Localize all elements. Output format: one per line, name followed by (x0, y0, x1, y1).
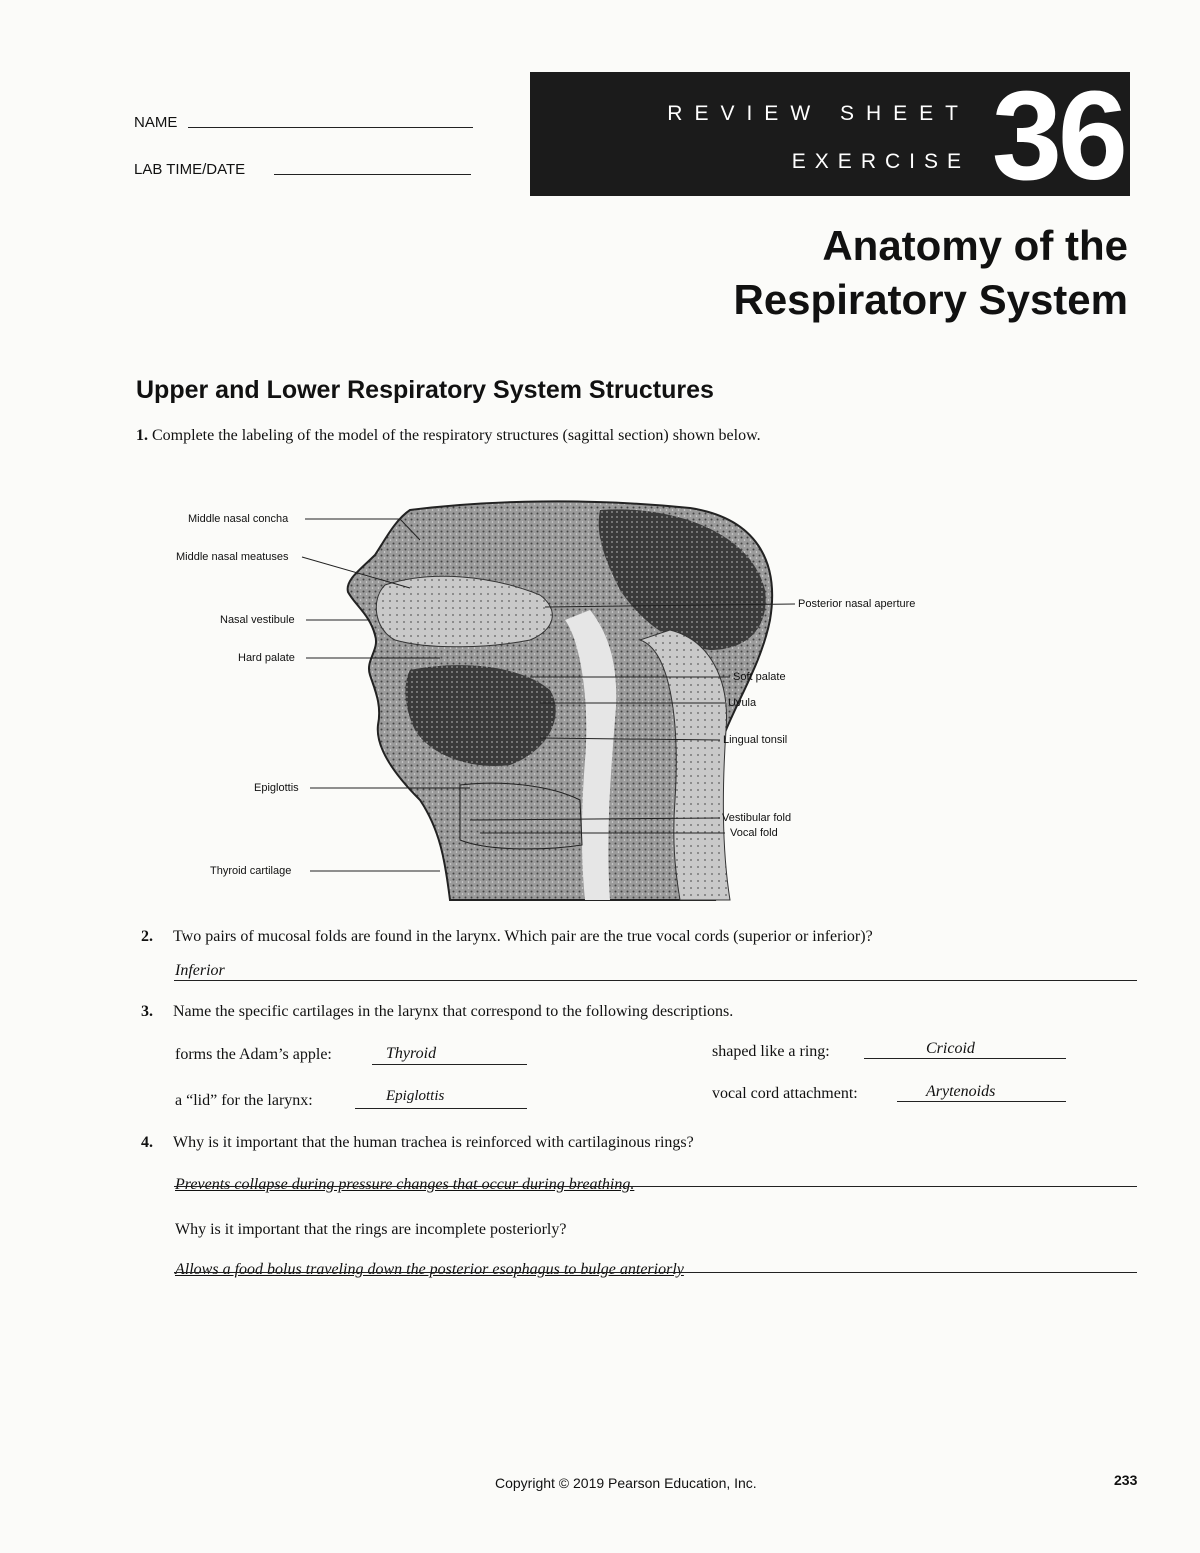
page-title-line1: Anatomy of the (822, 222, 1128, 269)
question-2-number: 2. (141, 928, 153, 945)
label-uvula: Uvula (728, 697, 757, 709)
question-2-answer[interactable]: Inferior (175, 962, 225, 979)
lid-prompt: a “lid” for the larynx: (175, 1092, 313, 1109)
vocal-attachment-answer[interactable]: Arytenoids (926, 1083, 996, 1100)
label-hard-palate: Hard palate (238, 652, 295, 664)
label-middle-nasal-meatuses: Middle nasal meatuses (176, 551, 289, 563)
question-2-text: Two pairs of mucosal folds are found in the larynx. Which pair are the true vocal cords (superior or inferior)? (173, 928, 873, 945)
question-4 (141, 1134, 694, 1152)
ring-line (864, 1058, 1066, 1059)
copyright-notice: Copyright © 2019 Pearson Education, Inc. (495, 1475, 757, 1491)
section-heading: Upper and Lower Respiratory System Structures (136, 376, 714, 404)
ring-prompt: shaped like a ring: (712, 1043, 830, 1060)
label-epiglottis: Epiglottis (254, 782, 299, 794)
question-4-followup: Why is it important that the rings are incomplete posteriorly? (175, 1221, 567, 1238)
question-3-text: Name the specific cartilages in the larynx that correspond to the following descriptions. (173, 1003, 734, 1020)
label-middle-nasal-concha: Middle nasal concha (188, 513, 289, 525)
exercise-label: EXERCISE (791, 150, 970, 173)
vocal-attachment-line (897, 1101, 1066, 1102)
question-4-answer-1-line (174, 1186, 1137, 1187)
lid-line (355, 1108, 527, 1109)
label-vocal-fold: Vocal fold (730, 827, 778, 839)
question-4-answer-2-line (174, 1272, 1137, 1273)
label-posterior-nasal-aperture: Posterior nasal aperture (798, 598, 916, 610)
question-3 (141, 1003, 733, 1021)
question-2 (141, 928, 873, 946)
vocal-attachment-prompt: vocal cord attachment: (712, 1085, 858, 1102)
adams-apple-prompt: forms the Adam’s apple: (175, 1046, 332, 1063)
name-label: NAME (134, 114, 178, 131)
question-4-text: Why is it important that the human trachea is reinforced with cartilaginous rings? (173, 1134, 694, 1151)
question-1-text: Complete the labeling of the model of the respiratory structures (sagittal section) shown below. (152, 427, 761, 444)
label-vestibular-fold: Vestibular fold (722, 812, 792, 824)
label-nasal-vestibule: Nasal vestibule (220, 614, 295, 626)
label-lingual-tonsil: Lingual tonsil (723, 734, 788, 746)
adams-apple-answer[interactable]: Thyroid (386, 1045, 437, 1062)
question-2-answer-line (174, 980, 1137, 981)
lab-time-label: LAB TIME/DATE (134, 161, 246, 178)
page-number: 233 (1114, 1472, 1138, 1488)
lid-answer[interactable]: Epiglottis (386, 1088, 445, 1104)
exercise-number: 36 (991, 65, 1124, 206)
label-soft-palate: Soft palate (733, 671, 786, 683)
question-3-number: 3. (141, 1003, 153, 1020)
question-4-number: 4. (141, 1134, 153, 1151)
label-thyroid-cartilage: Thyroid cartilage (210, 865, 292, 877)
adams-apple-line (372, 1064, 527, 1065)
question-1-number: 1. (136, 427, 148, 444)
question-4-answer-1[interactable]: Prevents collapse during pressure changes that occur during breathing. (175, 1176, 635, 1193)
question-4-answer-2[interactable]: Allows a food bolus traveling down the posterior esophagus to bulge anteriorly (175, 1261, 684, 1278)
ring-answer[interactable]: Cricoid (926, 1040, 975, 1057)
page-title-line2: Respiratory System (733, 276, 1128, 323)
review-sheet-label: REVIEW SHEET (667, 102, 970, 125)
